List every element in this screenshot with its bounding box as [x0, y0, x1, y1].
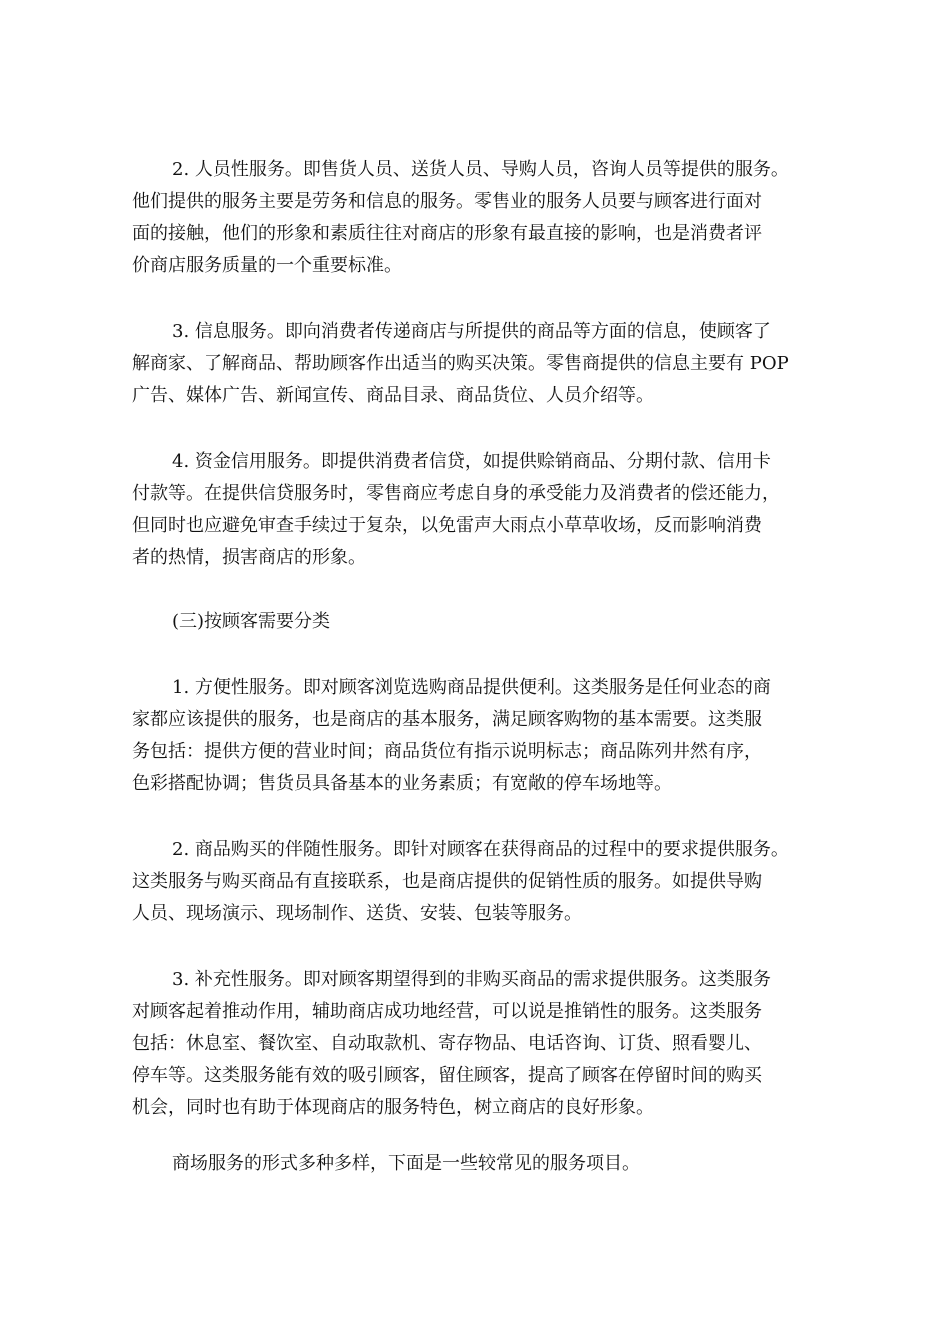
text-line: 价商店服务质量的一个重要标准。 — [132, 255, 402, 276]
text-line: 1. 方便性服务。即对顾客浏览选购商品提供便利。这类服务是任何业态的商 — [172, 677, 771, 698]
text-line: 务包括：提供方便的营业时间；商品货位有指示说明标志；商品陈列井然有序， — [132, 741, 762, 762]
text-line: 商场服务的形式多种多样，下面是一些较常见的服务项目。 — [172, 1153, 640, 1174]
text-line: 广告、媒体广告、新闻宣传、商品目录、商品货位、人员介绍等。 — [132, 385, 654, 406]
text-line: 但同时也应避免审查手续过于复杂，以免雷声大雨点小草草收场，反而影响消费 — [132, 515, 762, 536]
text-line: 3. 信息服务。即向消费者传递商店与所提供的商品等方面的信息，使顾客了 — [172, 321, 771, 342]
text-line: 他们提供的服务主要是劳务和信息的服务。零售业的服务人员要与顾客进行面对 — [132, 191, 762, 212]
text-line: 3. 补充性服务。即对顾客期望得到的非购买商品的需求提供服务。这类服务 — [172, 969, 771, 990]
section-heading-text: (三)按顾客需要分类 — [172, 611, 331, 632]
text-line: 者的热情，损害商店的形象。 — [132, 547, 366, 568]
text-line: 停车等。这类服务能有效的吸引顾客，留住顾客，提高了顾客在停留时间的购买 — [132, 1065, 762, 1086]
text-line: 家都应该提供的服务，也是商店的基本服务，满足顾客购物的基本需要。这类服 — [132, 709, 762, 730]
text-line: 面的接触，他们的形象和素质往往对商店的形象有最直接的影响，也是消费者评 — [132, 223, 762, 244]
text-line: 机会，同时也有助于体现商店的服务特色，树立商店的良好形象。 — [132, 1097, 654, 1118]
text-line: 包括：休息室、餐饮室、自动取款机、寄存物品、电话咨询、订货、照看婴儿、 — [132, 1033, 762, 1054]
text-line: 2. 商品购买的伴随性服务。即针对顾客在获得商品的过程中的要求提供服务。 — [172, 839, 789, 860]
text-line: 解商家、了解商品、帮助顾客作出适当的购买决策。零售商提供的信息主要有 POP — [132, 353, 789, 374]
text-line: 人员、现场演示、现场制作、送货、安装、包装等服务。 — [132, 903, 582, 924]
text-line: 4. 资金信用服务。即提供消费者信贷，如提供赊销商品、分期付款、信用卡 — [172, 451, 771, 472]
text-line: 这类服务与购买商品有直接联系，也是商店提供的促销性质的服务。如提供导购 — [132, 871, 762, 892]
text-line: 2. 人员性服务。即售货人员、送货人员、导购人员，咨询人员等提供的服务。 — [172, 159, 789, 180]
text-line: 对顾客起着推动作用，辅助商店成功地经营，可以说是推销性的服务。这类服务 — [132, 1001, 762, 1022]
text-line: 付款等。在提供信贷服务时，零售商应考虑自身的承受能力及消费者的偿还能力， — [132, 483, 780, 504]
text-line: 色彩搭配协调；售货员具备基本的业务素质；有宽敞的停车场地等。 — [132, 773, 672, 794]
